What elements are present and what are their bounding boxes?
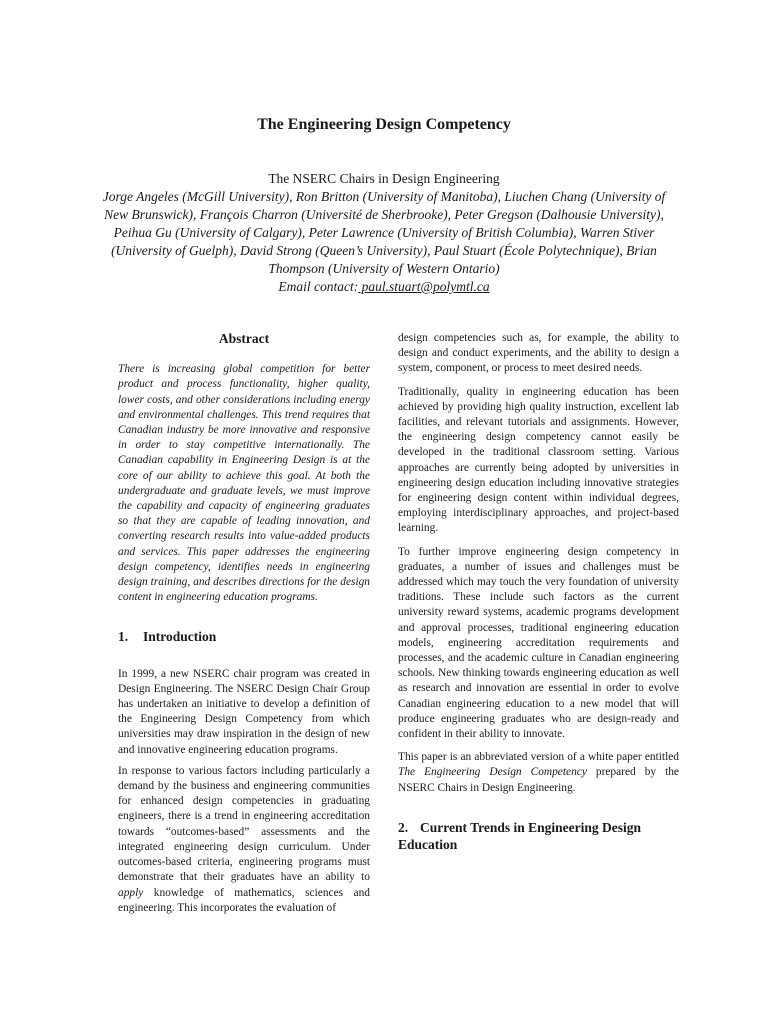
body-paragraph-traditionally: Traditionally, quality in engineering education has been achieved by providing high quality instruction, excellent lab facilities, and relevant tutorials and assignments. However, the engineering design competency cannot easily be developed in the traditional classroom setting. Various approaches are currently being adopted by universities in engineering design education including innovative strategies for engineering design content within individual degrees, employing interdisciplinary approaches, and project-based learning. [398,385,679,535]
section-number: 2. [398,819,409,835]
introduction-heading [118,629,370,644]
author-list: Jorge Angeles (McGill University), Ron Britton (University of Manitoba), Liuchen Chang (University of New Brunswick), François Charron (Université de Sherbrooke), Peter Gregson (Dalhousie University), Peihua Gu (University of Calgary), Peter Lawrence (University of British Columbia), Warren Stiver (University of Guelph), David Strong (Queen’s University), Paul Stuart (École Polytechnique), Brian Thompson (University of Western Ontario) [102,189,666,276]
right-column [398,331,679,853]
paper-title: The Engineering Design Competency [257,116,511,133]
emphasis-white-paper-title: The Engineering Design Competency [398,766,587,779]
body-paragraph-abbreviated: This paper is an abbreviated version of a white paper entitled The Engineering Design Competency prepared by the NSERC Chairs in Design Engineering. [398,751,679,794]
left-column [118,331,370,922]
body-paragraph-continued: design competencies such as, for example, the ability to design and conduct experiments, and the ability to design a system, component, or process to meet desired needs. [398,332,679,375]
section-title: Current Trends in Engineering Design Education [398,819,642,852]
abstract-text: There is increasing global competition for better product and process functionality, higher quality, lower costs, and other considerations including energy and environmental challenges. This trend requires that Canadian industry be more innovative and responsive in order to stay competitive internationally. The Canadian capability in Engineering Design is at the core of our ability to achieve this goal. At both the undergraduate and graduate levels, we must improve the capability and capacity of engineering graduates so that they are capable of leading innovation, and converting research results into value-added products and services. This paper addresses the engineering design competency, identifies needs in engineering design training, and describes directions for the design content in engineering education programs. [118,363,370,604]
trends-heading [398,819,679,853]
email-label: Email contact: [278,279,359,294]
email-link[interactable]: paul.stuart@polymtl.ca [358,279,490,294]
introduction-paragraph-2: In response to various factors including particularly a demand by the business and engineering communities for enhanced design competencies in graduating engineers, there is a trend in engineering accreditation towards “outcomes-based” assessments and the integrated engineering design curriculum. Under outcomes-based criteria, engineering programs must demonstrate that their graduates have an ability to apply knowledge of mathematics, sciences and engineering. This incorporates the evaluation of [118,764,370,914]
affiliation-line: The NSERC Chairs in Design Engineering [268,171,500,186]
body-paragraph-further: To further improve engineering design competency in graduates, a number of issues and challenges must be addressed which may touch the very foundation of university traditions. These include such factors as the current university reward systems, academic programs development and approval processes, traditional engineering education models, engineering accreditation requirements and processes, and the academic culture in Canadian engineering schools. New thinking towards engineering education as well as research and innovation are essential in order to evolve Canadian engineering education to a new model that will produce engineering graduates who are design-ready and confident in their ability to innovate. [398,545,679,741]
section-number: 1. [118,629,129,645]
abstract-heading: Abstract [218,331,270,346]
introduction-paragraph-1: In 1999, a new NSERC chair program was created in Design Engineering. The NSERC Design Chair Group has undertaken an initiative to develop a definition of the Engineering Design Competency from which universities may draw inspiration in the design of new and innovative engineering education programs. [118,667,370,756]
author-block [90,170,678,296]
email-contact [90,278,678,296]
emphasis-apply: apply [118,886,144,899]
section-title: Introduction [143,629,217,645]
